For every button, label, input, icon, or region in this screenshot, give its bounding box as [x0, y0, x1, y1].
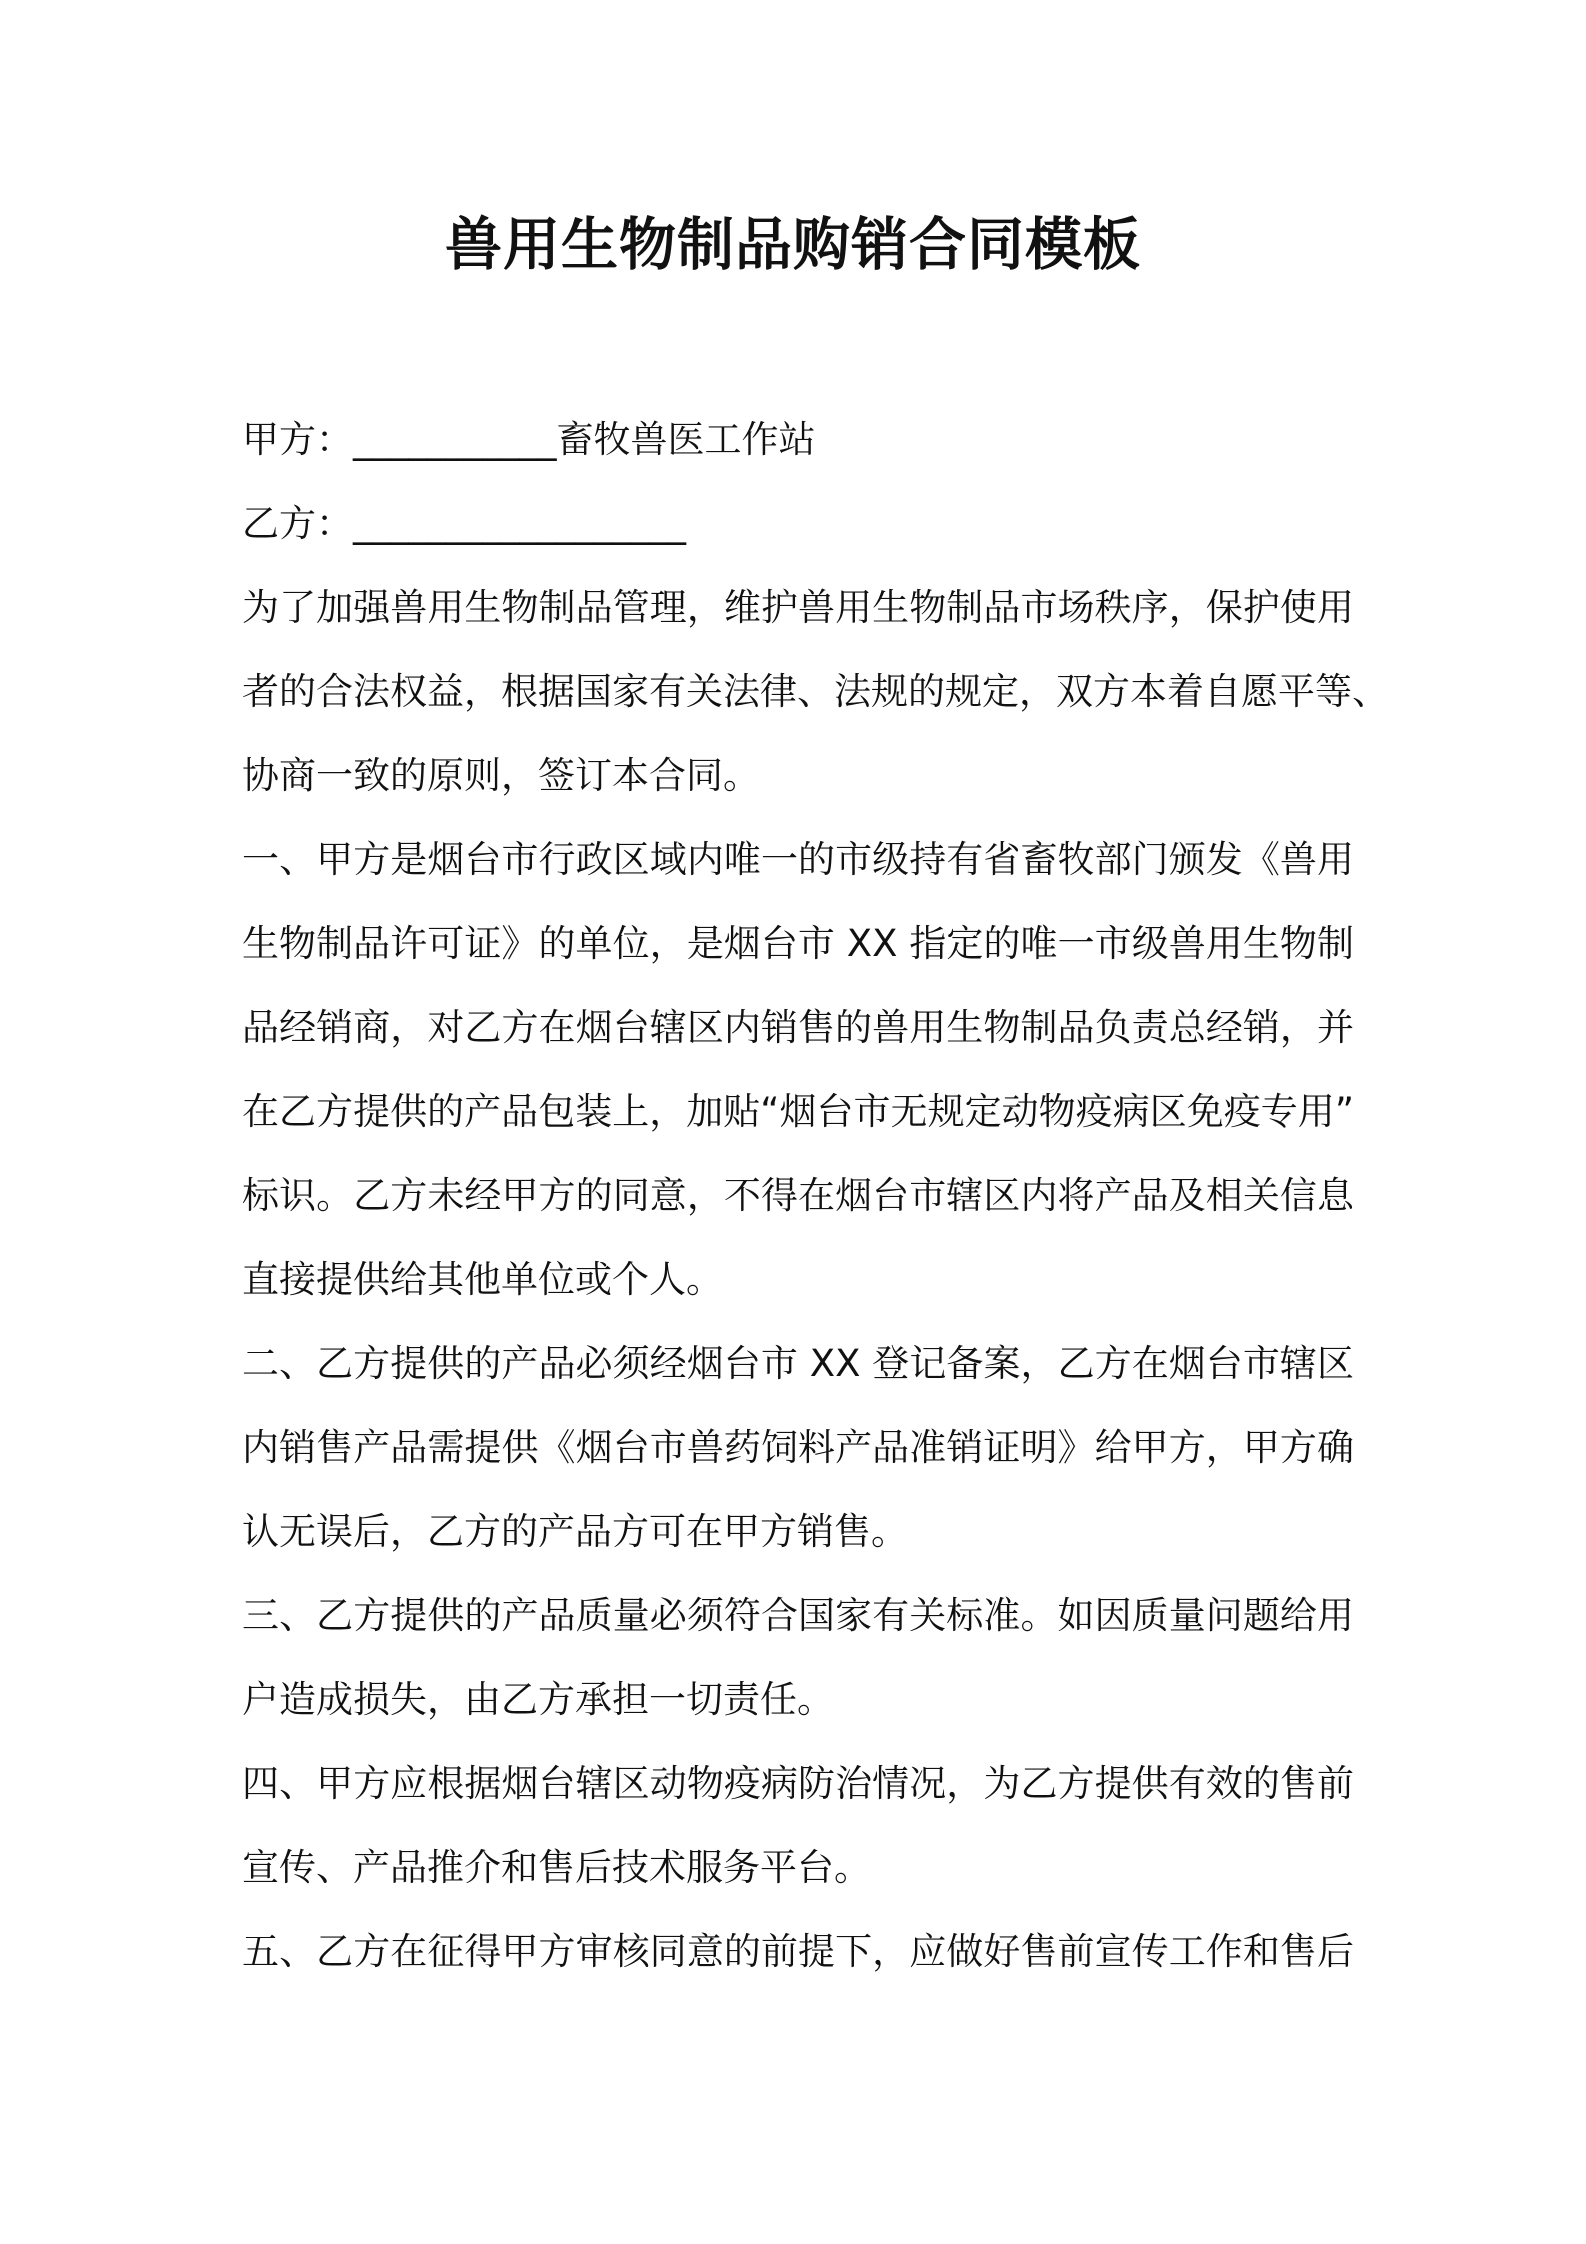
- body-line: 在乙方提供的产品包装上，加贴“烟台市无规定动物疫病区免疫专用”: [242, 1090, 1354, 1133]
- body-line: 标识。乙方未经甲方的同意，不得在烟台市辖区内将产品及相关信息: [242, 1174, 1354, 1217]
- body-line: 为了加强兽用生物制品管理，维护兽用生物制品市场秩序，保护使用: [242, 586, 1354, 629]
- body-line: 品经销商，对乙方在烟台辖区内销售的兽用生物制品负责总经销，并: [242, 1006, 1354, 1049]
- body-line: 二、乙方提供的产品必须经烟台市 XX 登记备案，乙方在烟台市辖区: [242, 1342, 1354, 1385]
- body-line: 四、甲方应根据烟台辖区动物疫病防治情况，为乙方提供有效的售前: [242, 1762, 1354, 1805]
- body-line: 协商一致的原则，签订本合同。: [242, 754, 760, 797]
- body-line: 宣传、产品推介和售后技术服务平台。: [242, 1846, 871, 1889]
- body-line: 直接提供给其他单位或个人。: [242, 1258, 723, 1301]
- party-b-line: 乙方：__________________: [242, 502, 686, 545]
- body-line: 一、甲方是烟台市行政区域内唯一的市级持有省畜牧部门颁发《兽用: [242, 838, 1354, 881]
- body-line: 五、乙方在征得甲方审核同意的前提下，应做好售前宣传工作和售后: [242, 1930, 1354, 1973]
- body-line: 三、乙方提供的产品质量必须符合国家有关标准。如因质量问题给用: [242, 1594, 1354, 1637]
- body-line: 内销售产品需提供《烟台市兽药饲料产品准销证明》给甲方，甲方确: [242, 1426, 1354, 1469]
- body-line: 户造成损失，由乙方承担一切责任。: [242, 1678, 834, 1721]
- party-a-line: 甲方：___________畜牧兽医工作站: [242, 418, 816, 461]
- body-line: 生物制品许可证》的单位，是烟台市 XX 指定的唯一市级兽用生物制: [242, 922, 1354, 965]
- document-title: 兽用生物制品购销合同模板: [445, 212, 1141, 278]
- body-line: 者的合法权益，根据国家有关法律、法规的规定，双方本着自愿平等、: [242, 670, 1389, 713]
- body-line: 认无误后，乙方的产品方可在甲方销售。: [242, 1510, 908, 1553]
- document-body: [242, 398, 1389, 1994]
